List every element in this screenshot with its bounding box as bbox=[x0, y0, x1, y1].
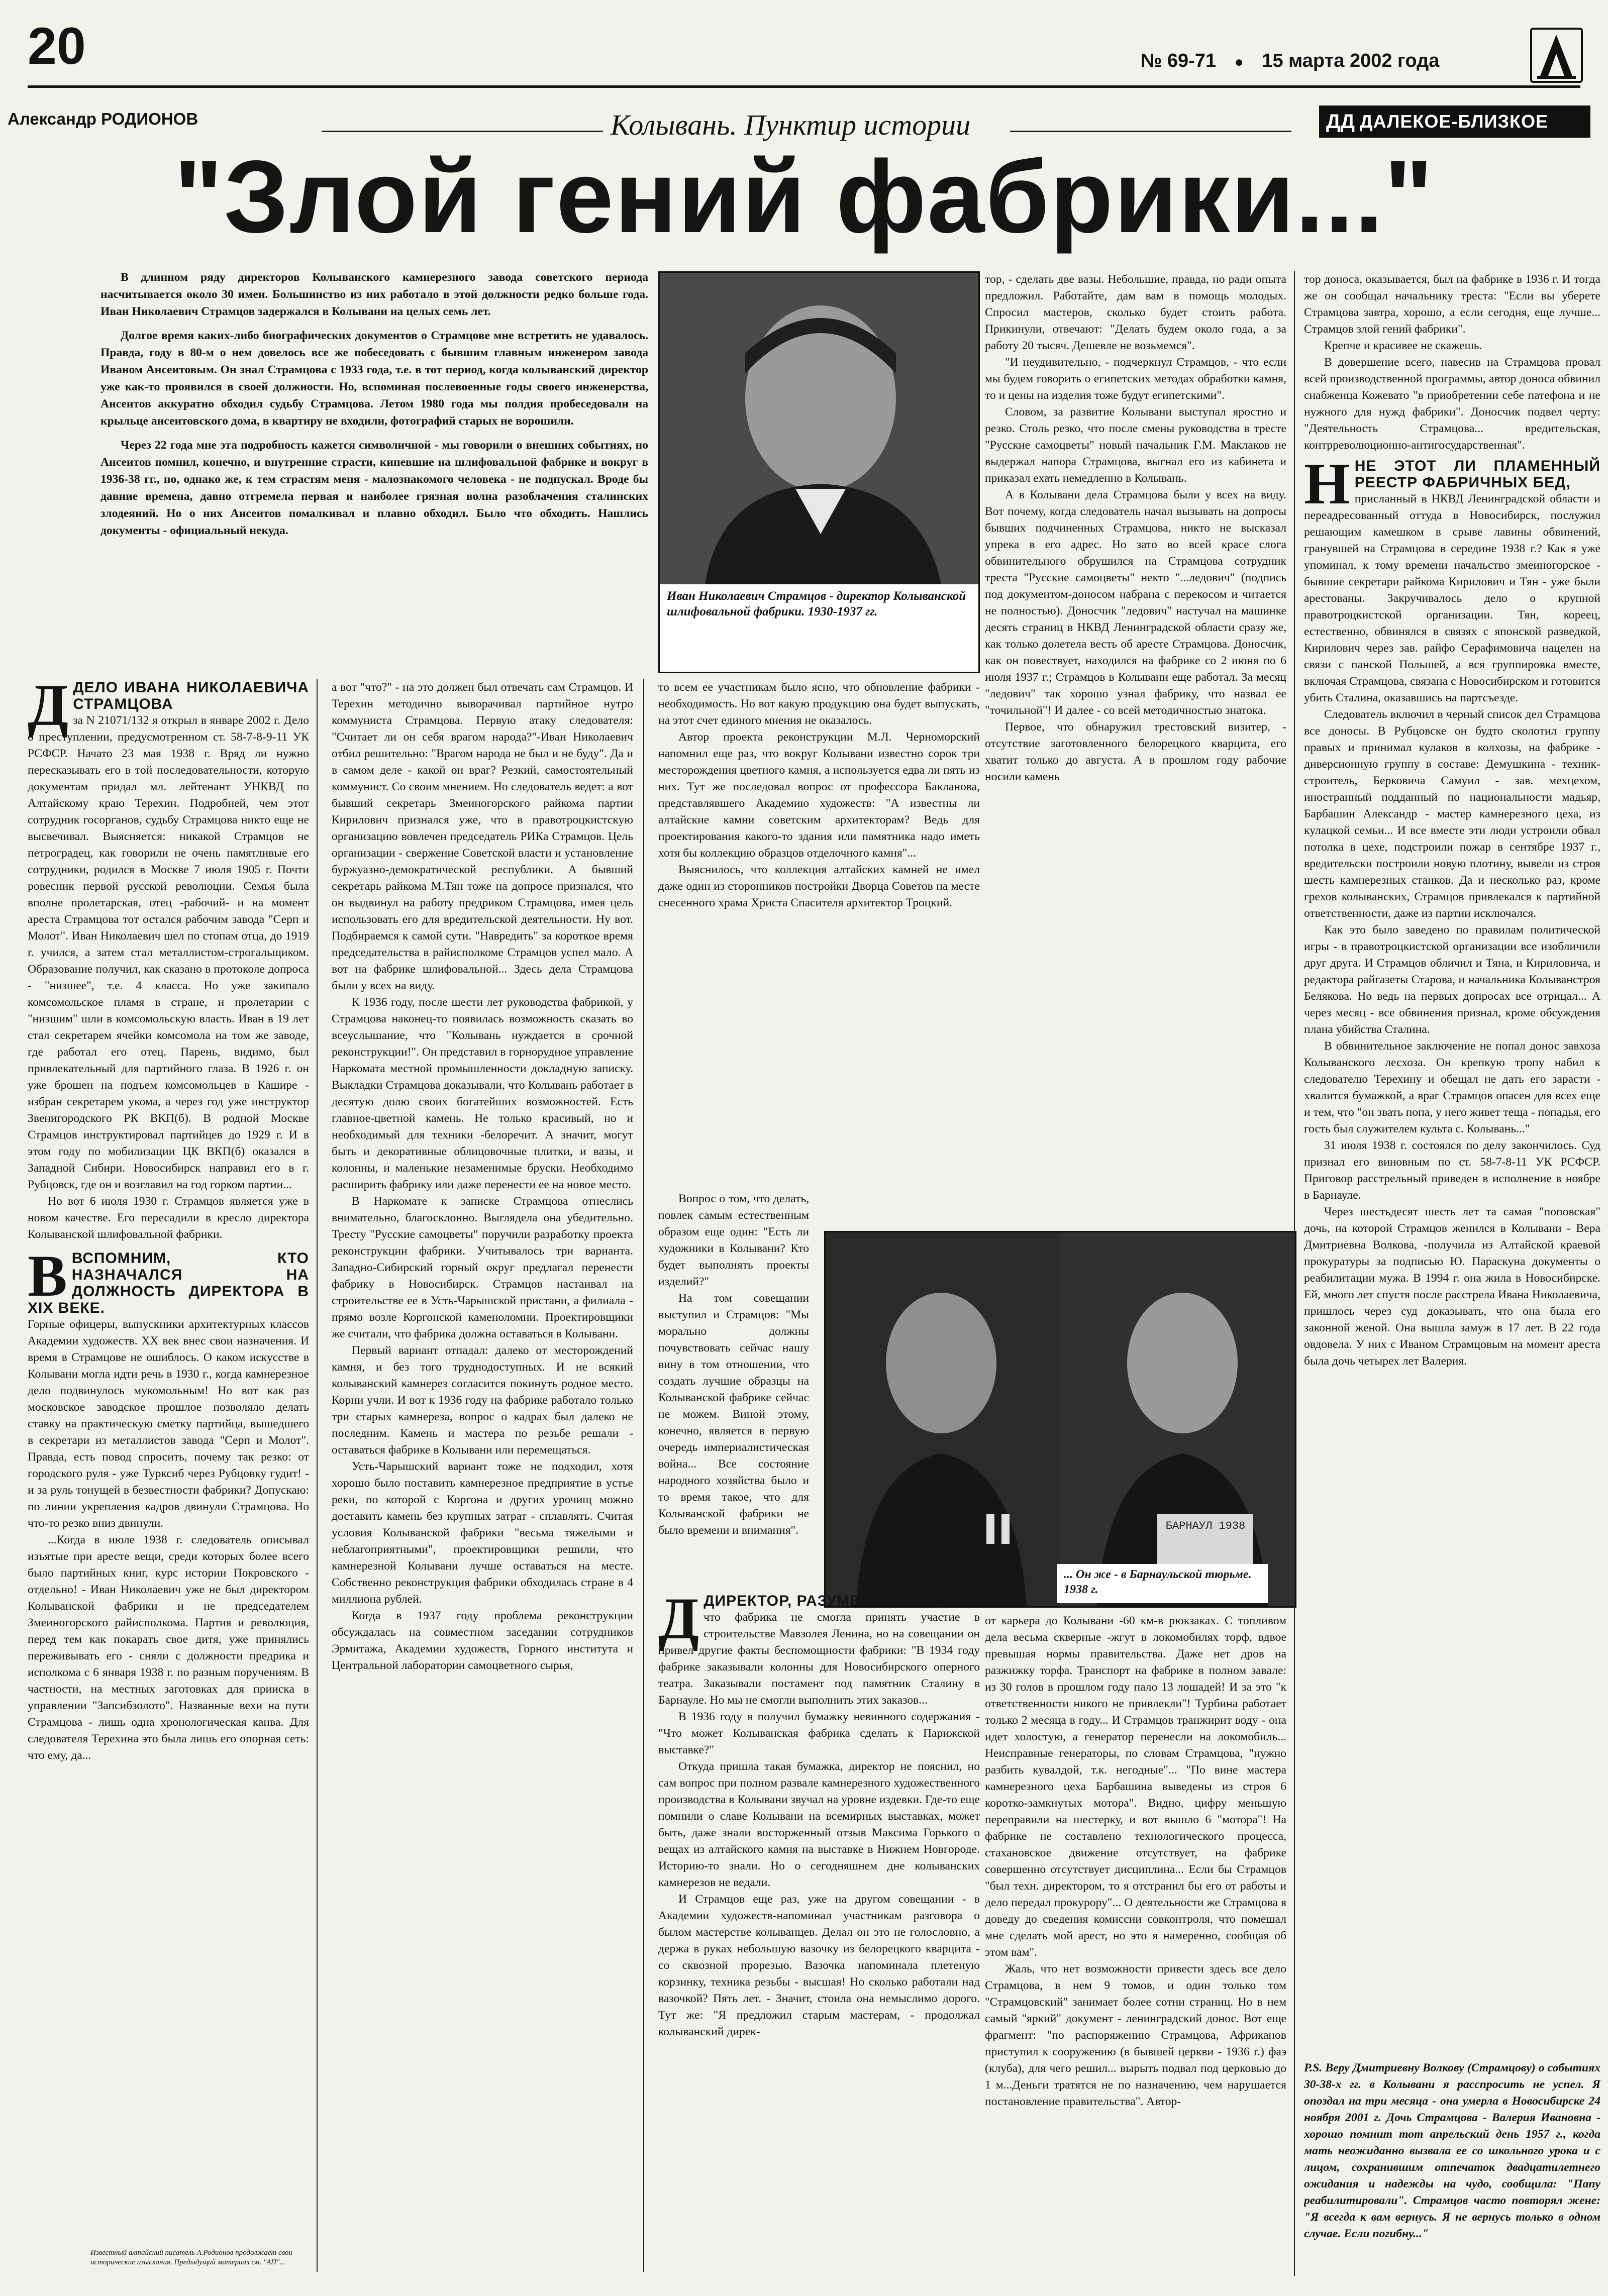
author-byline: Александр РОДИОНОВ bbox=[8, 110, 198, 128]
portrait-caption: Иван Николаевич Страмцов - директор Колыванской шлифовальной фабрики. 1930-1937 гг. bbox=[660, 585, 978, 671]
kicker: Колывань. Пунктир истории bbox=[611, 109, 971, 141]
body-paragraph: В Наркомате к записке Страмцова отнеслись внимательно, благосклонно. Выглядела она убедительно. Тресту "Русские самоцветы" поручили разработку проекта реконструкции фабрики. Учитывалось три варианта. Западно-Сибирский горный округ предлагал перенести фабрику в Новосибирск. Страмцов настаивал на строительстве ее в Усть-Чарышской пристани, а филиала - прямо возле Коргонской каменоломни. Проектировщики же считали, что фабрика должна оставаться в Колывани. bbox=[332, 1195, 633, 1340]
body-paragraph: от карьера до Колывани -60 км-в рюкзаках. С топливом дела весьма скверные -жгут в локомобилях торф, вдвое превышая нормы правительства. Даже нет дров на разжижку торфа. Транспорт на фабрике в полном завале: из 30 голов в прошлом году пало 13 лошадей! И за это "к ответственности никого не привлекли"! Турбина работает только 2 месяца в году... И Страмцов транжирит воду - она идет холостую, а генератор перенесли на локомобиль... Неисправные генераторы, по словам Страмцова, "нужно разбить кувалдой, т.к. негодные"... "По вине мастера камнерезного цеха Барбашина выведены из строя 6 коротко-замкнутых мотора". Видно, цифру меньшую переправили на шестерку, и вот вышло 6 "мотора"! На фабрике не составлено технологического процесса, стахановское движение отсутствует, на фабрике совершенно отсутствует дисциплина... Если бы Страмцов "был техн. директором, то я отстранил бы его от работы и дело передал прокурору"... О деятельности же Страмцова я доведу до сведения комиссии совконтроля, что помешал мне сделать мой арест, но это я намеренно, сообщая об этом вам". bbox=[985, 1614, 1286, 1959]
column-rule bbox=[643, 679, 644, 2272]
dropcap-letter: Д bbox=[658, 1593, 700, 1651]
column-3-subhead bbox=[658, 1593, 980, 1651]
top-rule bbox=[28, 85, 1580, 88]
kicker-rule-right bbox=[1010, 131, 1291, 132]
rubric-badge bbox=[1319, 106, 1590, 138]
logo-mark-icon bbox=[1532, 30, 1581, 81]
body-paragraph: Первый вариант отпадал: далеко от месторождений камня, и без того труднодоступных. И не всякий колыванский камнерез согласится покинуть родное место. Корни учли. И вот к 1936 году на фабрике работало только три старых камнереза, вопрос о кадрах был далеко не последним. Камень и мастера по резьбе решали - оставаться фабрике в Колывани или перемещаться. bbox=[332, 1344, 633, 1456]
body-paragraph: В довершение всего, навесив на Страмцова провал всей производственной программы, автор доноса обвинил снабженца Кожевато "в приобретении себе патефона и не нужного для нужд фабрики". Доносчик подвел черту: "Деятельность Страмцова... вредительская, контрреволюционно-антигосударственная". bbox=[1304, 356, 1600, 452]
body-paragraph: Откуда пришла такая бумажка, директор не пояснил, но сам вопрос при полном развале камнерезного художественного производства в Колывани звучал на уровне издевки. Где-то еще помнили о славе Колывани на всемирных выставках, может быть, даже знали восторженный отзыв Максима Горького о вещах из алтайского камня на выставке в Нижнем Новгороде. Историю-то знали. Но о сегодняшнем дне колыванских камнерезов не ведали. bbox=[658, 1760, 980, 1889]
column-1 bbox=[28, 679, 309, 2277]
column-3 bbox=[658, 679, 980, 1187]
column-3-narrow bbox=[658, 1191, 809, 1588]
column-rule bbox=[1294, 271, 1295, 2276]
prison-caption: ... Он же - в Барнаульской тюрьме. 1938 г. bbox=[1057, 1564, 1268, 1603]
body-paragraph: К 1936 году, после шести лет руководства фабрикой, у Страмцова наконец-то появилась возможность сказать во всеуслышание, что "Колывань нуждается в срочной реконструкции!". Он представил в горнорудное управление Наркомата местной промышленности докладную записку. Выкладки Страмцова доказывали, что Колывань работает в десятую долю своих богатейших возможностей. Есть главное-цветной камень. Не только красивый, но и необходимый для техники -белоречит. А значит, могут быть и декоративные облицовочные плитки, и вазы, и колонны, и маленькие незаменимые бруски. Необходимо расширить фабрику или даже перенести ее на новое место. bbox=[332, 996, 633, 1191]
portrait-photo bbox=[660, 273, 978, 584]
body-paragraph: то всем ее участникам было ясно, что обновление фабрики - необходимость. Но вот какую продукцию она будет выпускать, на этот счет единого мнения не оказалось. bbox=[658, 681, 980, 727]
prison-photo-frame bbox=[824, 1231, 1296, 1608]
body-paragraph: ...Когда в июле 1938 г. следователь описывал изъятые при аресте вещи, среди которых более всего было партийных книг, курс истории Покровского - отдельно! - Иван Николаевич уже не был директором Колыванской фабрики и не председателем Змеиногорского райисполкома. Партия и революция, перед тем как покарать свое дитя, уже принялись переживывать его - сняли с должности предрика и исполкома с 6 января 1938 г. по разным поручениям. В частности, на местных заготовках для прииска в управлении "Запсибзолото". Названные вехи на пути Страмцова - лишь одна хронологическая канва. Для следователя Терехина это была лишь его опорная сеть: что ему, да... bbox=[28, 1533, 309, 1762]
body-paragraph: В 1936 году я получил бумажку невинного содержания - "Что может Колыванская фабрика сделать к Парижской выставке?" bbox=[658, 1710, 980, 1756]
body-paragraph: В обвинительное заключение не попал донос завхоза Колыванского лесхоза. Он крепкую тропу набил к следователю Терехину и обещал не дать его зарасти - хвалится бумажкой, а враг Страмцов опасен для всех еще и тем, что "он звать попа, у него живет теща - попадья, его гость был служителем культа с. Колывань..." bbox=[1304, 1039, 1600, 1135]
issue-date: 15 марта 2002 года bbox=[1262, 50, 1440, 71]
footnote: Известный алтайский писатель А.Родионов продолжает свои исторические изыскания. Предыдущий материал см. "АП"... bbox=[90, 2249, 292, 2266]
body-paragraph: Автор проекта реконструкции М.Л. Черноморский напомнил еще раз, что вокруг Колывани известно сорок три месторождения цветного камня, а используется едва ли пять из них. Тут же последовал вопрос от профессора Бакланова, представлявшего Академию художеств: "А известны ли алтайские камни советским архитекторам? Ведь для проектирования какого-то здания или памятника надо иметь хотя бы коллекцию образцов отделочного камня"... bbox=[658, 730, 980, 860]
body-paragraph: Когда в 1937 году проблема реконструкции обсуждалась на совместном заседании сотрудников Эрмитажа, Академии художеств, Горного института и Центральной лаборатории самоцветного сырья, bbox=[332, 1609, 633, 1672]
column-5-subhead bbox=[1304, 451, 1600, 516]
prison-plate: БАРНАУЛ 1938 bbox=[1165, 1520, 1246, 1532]
body-paragraph: Выяснилось, что коллекция алтайских камней не имел даже один из сторонников постройки Дворца Советов на месте снесенного храма Христа Спасителя архитектор Троцкий. bbox=[658, 863, 980, 909]
page-number: 20 bbox=[28, 17, 86, 75]
body-paragraph: Усть-Чарышский вариант тоже не подходил, хотя хорошо было поставить камнерезное предприятие в устье реки, по которой с Коргона и других урочищ можно доставить камень без крупных затрат - сплавлять. Считая условия Колыванской фабрики "весьма тяжелыми и неблагоприятными", проектировщики решили, что камнерезной Колывани лучше оставаться на месте. Собственно реконструкция фабрики обходилась стране в 4 миллиона рублей. bbox=[332, 1460, 633, 1606]
dropcap-letter: Д bbox=[28, 679, 69, 738]
body-paragraph: 31 июля 1938 г. состоялся по делу закончилось. Суд признал его виновным по ст. 58-7-8-11 УК РСФСР. Приговор расстрельный приведен в исполнение в ноябре в Барнауле. bbox=[1304, 1139, 1600, 1202]
portrait-frame bbox=[658, 271, 980, 673]
issue-number: № 69-71 bbox=[1141, 50, 1217, 71]
body-paragraph: На том совещании выступил и Страмцов: "Мы морально должны почувствовать сейчас нашу вину в том отношении, что создать лучшие образцы на Колыванской фабрике сейчас не можем. Виной этому, конечно, является в первую очередь империалистическая война... Все состояние народного хозяйства было и то время такое, что для Колыванской фабрики не было времени и внимания". bbox=[658, 1292, 809, 1537]
dropcap-text: НЕ ЭТОТ ЛИ ПЛАМЕННЫЙ РЕЕСТР ФАБРИЧНЫХ БЕД, bbox=[1354, 458, 1600, 491]
column-1-subhead bbox=[28, 1243, 309, 1316]
lead-paragraph: Через 22 года мне эта подробность кажется символичной - мы говорили о внешних событиях, но Ансеитов помнил, конечно, и внутренние страсти, кипевшие на шлифовальной фабрике и вокруг в 1936-38 гг., но, однако же, к тем страстям меня - малознакомого человека - не подпускал. Вроде бы давние времена, давно отгремела первая и наиболее грязная волна разоблачения сталинских злодеяний. Но о них Ансеитов помалкивал и плавно обходил. Было что обходить. Нашлись документы - официальный некуда. bbox=[100, 439, 648, 537]
lead-paragraph: Долгое время каких-либо биографических документов о Страмцове мне встретить не удавалось. Правда, году в 80-м о нем довелось все же побеседовать с бывшим главным инженером завода Иваном Ансеитовым. Он знал Страмцова с 1933 года, т.е. в тот период, когда колыванский директор уже как-то проявился в своей должности. Но, вспоминая послевоенные годы своего инженерства, Ансеитов аккуратно обходил судьбу Страмцова. Летом 1980 года мы полдня пробеседовали на крыльце ансеитовского дома, в квартиру не входили, фотографий старых не ворошили. bbox=[100, 329, 648, 428]
body-paragraph: тор доноса, оказывается, был на фабрике в 1936 г. И тогда же он сообщал начальнику треста: "Если вы уберете Страмцова завтра, хорошо, а если сегодня, еще лучше... Страмцов злой гений фабрики". bbox=[1304, 273, 1600, 336]
dropcap-text: ДЕЛО ИВАНА НИКОЛАЕВИЧА СТРАМЦОВА bbox=[73, 679, 309, 712]
lead-text bbox=[100, 269, 648, 676]
body-paragraph: за N 21071/132 я открыл в январе 2002 г. Дело о преступлении, предусмотренном ст. 58-7-8-9-11 УК РСФСР. Начато 23 мая 1938 г. Вряд ли нужно пересказывать его в той последовательности, которую документам придал мл. лейтенант УНКВД по Алтайскому краю Терехин. Подробней, чем этот сотрудник госорганов, судьбу Страмцова никто еще не высвечивал. Выясняется: никакой Страмцов не петроградец, как говорили не очень памятливые его сотрудники, родился в Москве 7 июля 1905 г. Почти ровесник первой русской революции. Семья была вполне пролетарская, отец -рабочий- и на момент ареста Страмцова тот остался рабочим завода "Серп и Молот". Иван Николаевич шел по стопам отца, до 1919 г. учился, а затем стал металлистом-строгальщиком. Образование получил, как сказано в протоколе допроса - "низшее", т.е. 4 класса. Но уже закипало комсомольское пламя в стране, и пролетарии с "низшим" шли в комсомольскую власть. Иван в 19 лет стал секретарем ячейки комсомола на том же заводе, где работал его отец. Парень, видимо, был привлекательный для партийного глаза. В 1926 г. он уже брошен на подъем комсомольцев в Кашире - избран секретарем укома, а через год уже инструктор Звенигородского РК ВКП(б). В родной Москве Страмцов инструктировал партийцев до 1929 г. И в этом году по мобилизации ЦК ВКП(б) оказался в Западной Сибири. Новосибирск направил его в г. Рубцовск, где он и возглавил на год горком партии... bbox=[28, 714, 309, 1191]
body-paragraph: Как это было заведено по правилам политической игры - в правотроцкистской организации все изобличили друг друга. И Страмцов обличил и Тяна, и Кириловича, и редактора райгазеты Старова, и начальника Колыванстроя Белякова. Но ведь на первых допросах все отрицал... А через месяц - все обвинения признал, кроме обсуждения плана убийства Сталина. bbox=[1304, 923, 1600, 1036]
body-paragraph: Горные офицеры, выпускники архитектурных классов Академии художеств. XX век внес свои назначения. И время в Страмцове не ошиблось. О каком искусстве в Колывани могла идти речь в 1930 г., когда камнерезное дело подвинулось мукомольным! Но вот как раз московское заводское прошлое позволяло делать ставку на практическую сметку партийца, вышедшего в секретари из металлистов завода "Серп и Молот". Правда, есть повод спросить, почему так резко: от городского руля - уже Турксиб через Рубцовку гудит! - и за руль тонущей в безвестности фабрики? Допускаю: по линии укрепления кадров двинули Страмцова. Но что-то резко вниз двинули. bbox=[28, 1318, 309, 1530]
body-paragraph: И Страмцов еще раз, уже на другом совещании - в Академии художеств-напоминал участникам разговора о былом мастерстве колыванцев. Делал он это не голословно, а держа в руках небольшую вазочку из белорецкого кварцита - со сквозной прорезью. Вазочка напоминала плетеную корзинку, техника резьбы - высшая! Но сколько работали над вазочкой? Пять лет. - Значит, стоила она немыслимо дорого. Тут же: "Я предложил старым мастерам, - продолжал колыванский дирек- bbox=[658, 1893, 980, 2038]
column-2 bbox=[332, 679, 633, 2277]
dropcap-text: ДИРЕКТОР, РАЗУМЕЕТСЯ, ЗНАЛ, bbox=[703, 1593, 962, 1609]
body-paragraph: Крепче и красивее не скажешь. bbox=[1324, 339, 1482, 352]
dropcap-letter: Н bbox=[1304, 451, 1351, 516]
body-paragraph: тор, - сделать две вазы. Небольшие, правда, но ради опыта предложил. Работайте, дам вам в помощь молодых. Спросил мастеров, сколько будет стоить работа. Прикинули, отвечают: "Делать будем около года, а за работу 20 тысяч. Дешевле не возьмемся". bbox=[985, 273, 1286, 352]
body-paragraph: присланный в НКВД Ленинградской области и переадресованный оттуда в Новосибирск, послужил решающим камешком в срыве лавины обвинений, гранувшей на Страмцова в середине 1938 г.? Как я уже упоминал, к тому времени начальство змеиногорское - бывшие секретари райкома Кирилович и Тян - уже были арестованы. Закручивалось дело о крупной правотроцкистской организации. Тян, кореец, естественно, обвинялся в связях с японской разведкой, Кирилович через зав. райфо Серафимовича нацелен на связи с панской Польшей, а вся группировка вместе, включая Страмцова, связана с Новосибирском и готовится убить Сталина, оказавшись на партсъезде. bbox=[1304, 492, 1600, 704]
dropcap-text: ВСПОМНИМ, КТО НАЗНАЧАЛСЯ НА ДОЛЖНОСТЬ ДИРЕКТОРА В XIX ВЕКЕ. bbox=[28, 1250, 309, 1316]
kicker-rule-left bbox=[322, 131, 603, 132]
body-paragraph: а вот "что?" - на это должен был отвечать сам Страмцов. И Терехин методично выворачивал партийное нутро коммуниста Страмцова. Первую атаку следователя: "Считает ли он себя врагом народа?"-Иван Николаевич отбил решительно: "Врагом народа не был и не буду". Да и в самом деле - какой он враг? Резкий, самостоятельный коммунист. Со своим мнением. Но следователь ведет: а вот бывший секретарь Змеиногорского райкома партии Кирилович признался уже, что в правотроцкистскую организацию вовлечен председатель РИКа Страмцов. Цель организации - свержение Советской власти и установление буржуазно-демократической республики. А бывший секретарь райкома М.Тян тоже на допросе признался, что он выдвинул на работу предриком Страмцова, имея цель использовать его для вредительской деятельности. Ну вот. Подбираемся к самой сути. "Навредить" за короткое время председательства в райисполкоме Страмцов успел мало. А вот на фабрике шлифовальной... Здесь дела Страмцова были у всех на виду. bbox=[332, 681, 633, 992]
body-paragraph: Первое, что обнаружил трестовский визитер, - отсутствие заготовленного белорецкого кварцита, его хватит только до августа. А в прошлом году рабочие носили камень bbox=[985, 720, 1286, 783]
masthead-logo bbox=[1530, 28, 1583, 83]
bullet: ● bbox=[1234, 54, 1244, 70]
body-paragraph: Следователь включил в черный список дел Страмцова все доносы. В Рубцовске он будто сколотил группу правых и принимал кулаков в колхозы, на фабрике - диверсионную группу в составе: Демушкина - техник-строитель, Берковича Самуил - зав. мехцехом, иностранный подданный по национальности мадьяр, Барбашин Александр - мастер камнерезного цеха, из кулацкой семьи... И все вместе эти люди устроили обвал потолка в цехе, подстроили пожар в сентябре 1937 г., вредительски построили новую плотину, вывели из строя шесть камнерезных станков. Да и несколько раз, кроме грехов колыванских, Страмцов привлекался к партийной ответственности, даже из партии исключался. bbox=[1304, 708, 1600, 920]
lead-paragraph: В длинном ряду директоров Колыванского камнерезного завода советского периода насчитывается около 30 имен. Большинство из них работало в этой должности редко больше года. Иван Николаевич Страмцов задержался в Колывани на целых семь лет. bbox=[100, 271, 648, 318]
column-5 bbox=[1304, 271, 1600, 2060]
body-paragraph: Жаль, что нет возможности привести здесь все дело Страмцова, в нем 9 томов, и один только том "Страмцовский" занимает более сотни страниц. Но в нем самый "яркий" документ - ленинградский донос. Вот еще фрагмент: "по распоряжению Страмцова, Африканов приступил к сооружению (в бывшей церкви - 1936 г.) фаэ (клуба), для чего решил... вырыть подвал под церковью до 1 м...Деньги тратятся не по назначению, чем нарушается постановление правительства". Автор- bbox=[985, 1962, 1286, 2108]
rubric-label: ДАЛЕКОЕ-БЛИЗКОЕ bbox=[1360, 111, 1548, 132]
dropcap-letter: В bbox=[28, 1243, 68, 1309]
rubric-mark: ДД bbox=[1326, 110, 1355, 133]
body-paragraph: Вопрос о том, что делать, повлек самым естественным образом еще один: "Есть ли художники в Колывани? Кто будет выполнять проекты изделий?" bbox=[658, 1192, 809, 1288]
column-rule bbox=[317, 679, 318, 2272]
column-4 bbox=[985, 271, 1286, 1216]
prison-photo-icon bbox=[826, 1232, 1295, 1606]
column-3-lower bbox=[658, 1593, 980, 2276]
postscript: P.S. Веру Дмитриевну Волкову (Страмцову) о событиях 30-38-х гг. в Колывани я расспросить не успел. Я опоздал на три месяца - она умерла в Новосибирске 24 ноября 2001 г. Дочь Страмцова - Валерия Ивановна - хорошо помнит тот апрельский день 1957 г., когда мать неожиданно вызвала ее со школьного урока и с лицом, сохранившим отпечаток двадцатилетнего ожидания и надежды на чудо, сообщила: "Папу реабилитировали". Страмцов часто повторял жене: "Я всегда к вам вернусь. Я не вернусь только в одном случае. Если погибну..." bbox=[1304, 2061, 1600, 2240]
column-1-dropcap bbox=[28, 679, 309, 738]
body-paragraph: А в Колывани дела Страмцова были у всех на виду. Вот почему, когда следователь начал вызывать на допросы бывших подчиненных Страмцова, никто не высказал упрека в его адрес. Но зато во всей красе слога обвинительного обрушился на Страмцова сотрудник треста "Русские самоцветы" некто "...ледович" (подпись под документом-доносом набрана с перекосом и читается не полностью). Доносчик "ледович" настучал на машинке десять страниц в НКВД Ленинградской области сразу же, как только долетела весть об аресте Страмцова. Доносчик, как он повествует, находился на фабрике со 2 июня по 6 июля 1937 г.; Страмцов в Колывани еще работал. За месяц "ледович" так хорошо узнал фабрику, что назвал ее "точильной"! И далее - со всей методичностью знатока. bbox=[985, 488, 1286, 717]
body-paragraph: "И неудивительно, - подчеркнул Страмцов, - что если мы будем говорить о египетских методах обработки камня, то и цены на изделия тоже будут египетскими". bbox=[985, 356, 1286, 402]
body-paragraph: что фабрика не смогла принять участие в строительстве Мавзолея Ленина, но на совещании он привел другие факты беспомощности фабрики: "В 1934 году фабрике заказывали колонны для Новосибирского оперного театра. Заказывали постамент под памятник Сталину в Барнауле. Но мы не смогли выполнить этих заказов... bbox=[658, 1611, 980, 1707]
column-4-lower bbox=[985, 1613, 1286, 2276]
portrait-image-icon bbox=[660, 273, 978, 584]
body-paragraph: Но вот 6 июля 1930 г. Страмцов является уже в новом качестве. Его пересадили в кресло директора Колыванской шлифовальной фабрики. bbox=[28, 1195, 309, 1241]
issue-line bbox=[1141, 50, 1439, 72]
body-paragraph: Через шестьдесят шесть лет та самая "поповская" дочь, на которой Страмцов женился в Колывани - Вера Дмитриевна Волкова, -получила из Алтайской краевой прокуратуры за подписью Ю. Параскуна документы о реабилитации мужа. В 1994 г. она жила в Новосибирске. Ей, много лет спустя после расстрела Ивана Николаевича, пришлось через суд доказывать, что она была его законной женой. Она вышла замуж в 17 лет. В 22 года овдовела. У них с Иваном Страмцовым на момент ареста была дочь четырех лет Валерия. bbox=[1304, 1205, 1600, 1368]
body-paragraph: Словом, за развитие Колывани выступал яростно и резко. Столь резко, что после смены руководства в тресте "Русские самоцветы" новый начальник Г.М. Маклаков не выдержал напора Страмцова, выгнал его из кабинета и приказал ехать немедленно в Колывань. bbox=[985, 405, 1286, 485]
headline: "Злой гений фабрики..." bbox=[174, 139, 1434, 254]
